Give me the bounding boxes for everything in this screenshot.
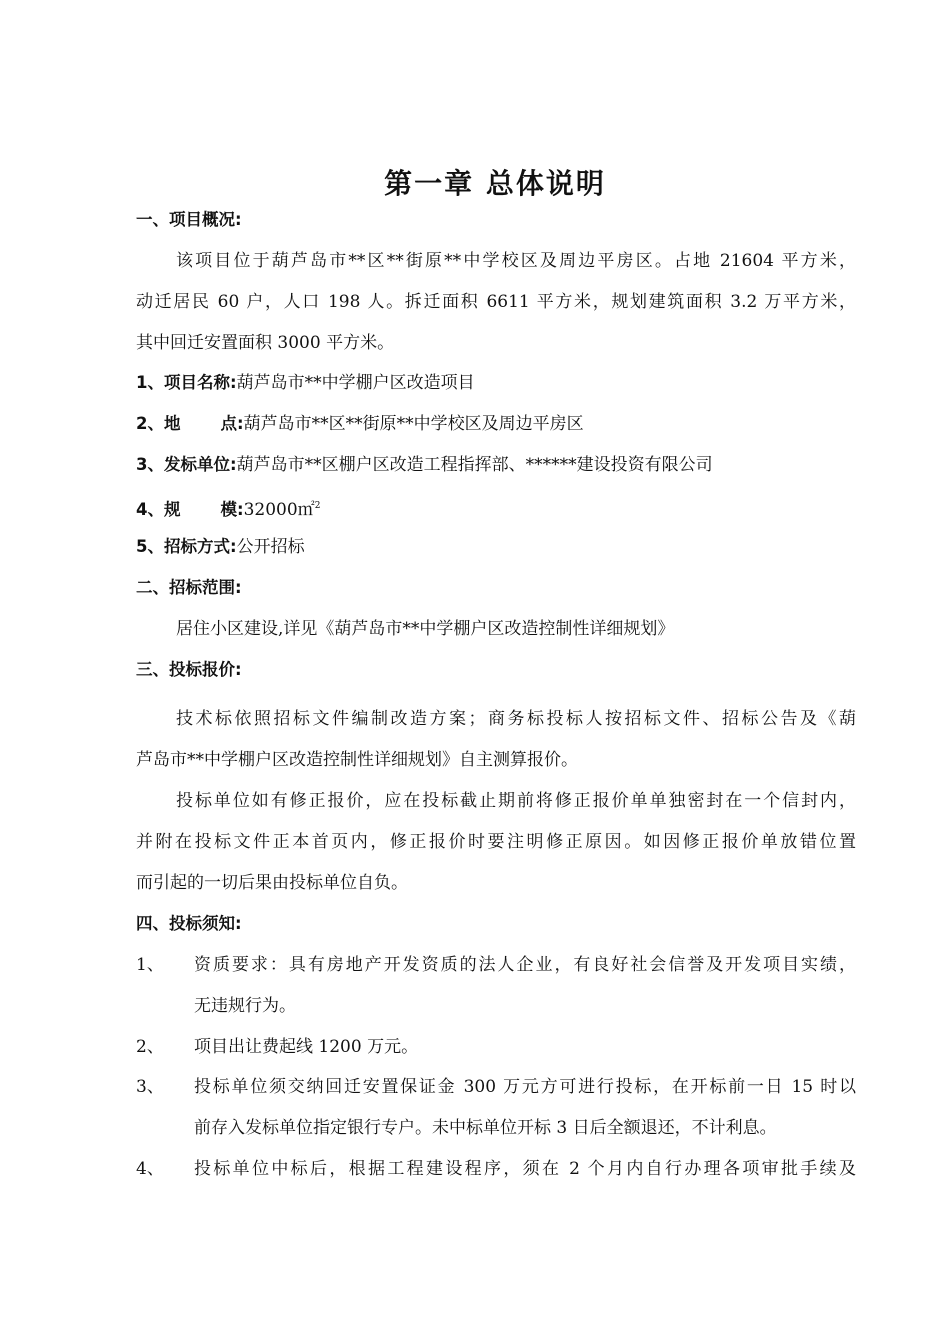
notice-item-number: 1、 [136,955,164,975]
section-heading-quote: 三、投标报价: [136,660,242,679]
section-heading-scope: 二、招标范围: [136,578,242,597]
overview-para-line-3: 其中回迁安置面积 3000 平方米。 [136,333,395,353]
notice-item-1-line-2: 无违规行为。 [194,996,296,1016]
item-value: 葫芦岛市**区棚户区改造工程指挥部、******建设投资有限公司 [236,455,713,475]
item-label: 1、项目名称: [136,373,237,392]
item-label: 3、发标单位: [136,455,237,474]
item-label: 5、招标方式: [136,537,237,556]
item-issuer [136,453,713,477]
section-heading-overview: 一、项目概况: [136,210,242,229]
scope-text: 居住小区建设,详见《葫芦岛市**中学棚户区改造控制性详细规划》 [176,619,675,639]
item-label-part-b: 模: [220,500,244,519]
notice-item-number: 2、 [136,1037,164,1057]
quote-para2-line-3: 而引起的一切后果由投标单位自负。 [136,873,408,893]
quote-para2-line-2: 并附在投标文件正本首页内，修正报价时要注明修正原因。如因修正报价单放错位置 [136,832,856,852]
item-superscript: 2 [314,501,321,511]
item-location [136,412,584,436]
quote-para2-line-1: 投标单位如有修正报价，应在投标截止期前将修正报价单单独密封在一个信封内， [176,791,856,811]
quote-para1-line-2: 芦岛市**中学棚户区改造控制性详细规划》自主测算报价。 [136,750,578,770]
notice-item-1-line-1: 资质要求：具有房地产开发资质的法人企业，有良好社会信誉及开发项目实绩， [194,955,856,975]
notice-item-number: 3、 [136,1077,164,1097]
item-value: 32000㎡ [243,500,315,520]
item-label-part-a: 2、地 [136,414,181,433]
quote-para1-line-1: 技术标依照招标文件编制改造方案；商务标投标人按招标文件、招标公告及《葫 [176,709,856,729]
item-scale [136,494,320,522]
item-label-part-a: 4、规 [136,500,181,519]
item-bidding-method [136,535,305,559]
notice-item-3-line-2: 前存入发标单位指定银行专户。未中标单位开标 3 日后全额退还，不计利息。 [194,1118,777,1138]
overview-para-line-2: 动迁居民 60 户，人口 198 人。拆迁面积 6611 平方米，规划建筑面积 3.2 万平方米， [136,292,856,312]
notice-item-2-line-1: 项目出让费起线 1200 万元。 [194,1037,419,1057]
item-value: 葫芦岛市**区**街原**中学校区及周边平房区 [243,414,584,434]
section-heading-notice: 四、投标须知: [136,914,242,933]
notice-item-number: 4、 [136,1159,164,1179]
item-label-part-b: 点: [220,414,244,433]
item-value: 公开招标 [236,537,305,557]
overview-para-line-1: 该项目位于葫芦岛市**区**街原**中学校区及周边平房区。占地 21604 平方米， [176,251,856,271]
item-project-name [136,371,475,395]
notice-item-4-line-1: 投标单位中标后，根据工程建设程序，须在 2 个月内自行办理各项审批手续及 [194,1159,856,1179]
notice-item-3-line-1: 投标单位须交纳回迁安置保证金 300 万元方可进行投标，在开标前一日 15 时以 [194,1077,856,1097]
chapter-title: 第一章 总体说明 [384,167,606,200]
item-value: 葫芦岛市**中学棚户区改造项目 [236,373,475,393]
